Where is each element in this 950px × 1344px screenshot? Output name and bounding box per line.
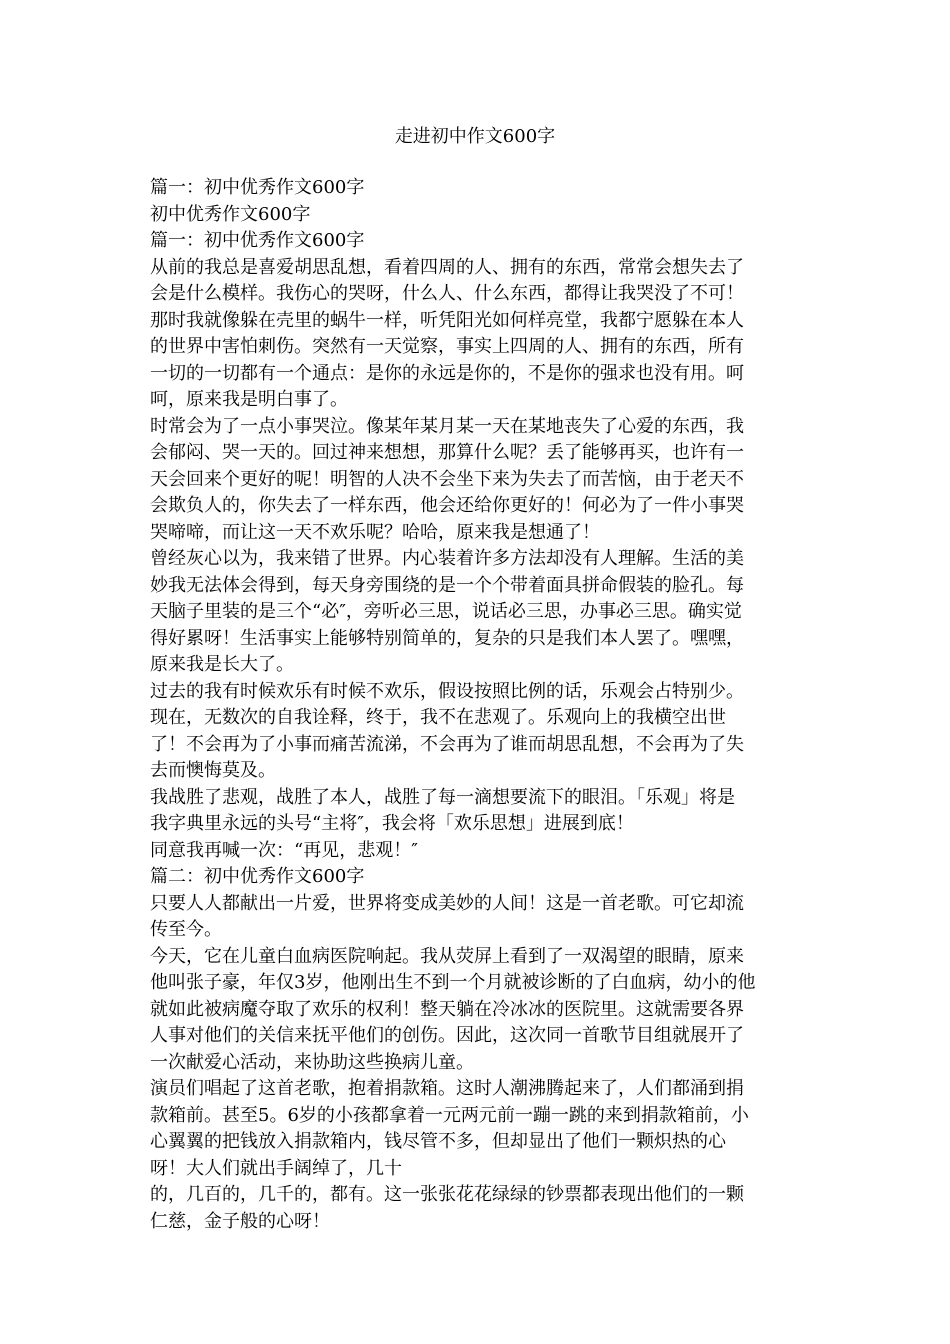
text-line: 呵，原来我是明白事了。 <box>150 389 348 410</box>
text-line: 会是什么模样。我伤心的哭呀，什么人、什么东西，都得让我哭没了不可！ <box>150 283 744 304</box>
text-line: 了！不会再为了小事而痛苦流涕，不会再为了谁而胡思乱想，不会再为了失 <box>150 733 744 755</box>
text-line: 那时我就像躲在壳里的蜗牛一样，听凭阳光如何样亮堂，我都宁愿躲在本人 <box>150 309 744 331</box>
text-line: 的世界中害怕刺伤。突然有一天觉察，事实上四周的人、拥有的东西，所有 <box>150 336 744 357</box>
document-title: 走进初中作文600字 <box>394 126 556 147</box>
text-line: 得好累呀！生活事实上能够特别简单的，复杂的只是我们本人罢了。嘿嘿， <box>150 627 744 649</box>
text-line: 仁慈，金子般的心呀！ <box>150 1210 330 1232</box>
text-line: 款箱前。甚至5。6岁的小孩都拿着一元两元前一蹦一跳的来到捐款箱前，小 <box>150 1104 749 1126</box>
text-line: 会欺负人的，你失去了一样东西，他会还给你更好的！何必为了一件小事哭 <box>150 495 744 516</box>
text-line: 去而懊悔莫及。 <box>150 760 276 781</box>
text-line: 篇二：初中优秀作文600字 <box>150 866 365 887</box>
text-line: 今天，它在儿童白血病医院响起。我从荧屏上看到了一双渴望的眼睛，原来 <box>150 945 744 967</box>
text-line: 心翼翼的把钱放入捐款箱内，钱尽管不多，但却显出了他们一颗炽热的心 <box>150 1131 726 1152</box>
text-line: 篇一：初中优秀作文600字 <box>150 230 365 251</box>
text-line: 只要人人都献出一片爱，世界将变成美妙的人间！这是一首老歌。可它却流 <box>150 892 744 914</box>
text-line: 我战胜了悲观，战胜了本人，战胜了每一滴想要流下的眼泪。「乐观」将是 <box>150 786 735 808</box>
text-line: 现在，无数次的自我诠释，终于，我不在悲观了。乐观向上的我横空出世 <box>150 707 726 728</box>
text-line: 一次献爱心活动，来协助这些换病儿童。 <box>150 1051 474 1073</box>
text-line: 一切的一切都有一个通点：是你的永远是你的，不是你的强求也没有用。呵 <box>150 362 744 384</box>
text-line: 从前的我总是喜爱胡思乱想，看着四周的人、拥有的东西，常常会想失去了 <box>150 256 744 278</box>
text-line: 原来我是长大了。 <box>150 654 294 675</box>
text-line: 传至今。 <box>150 919 222 940</box>
document-body <box>150 175 800 1235</box>
text-line: 天会回来个更好的呢！明智的人决不会坐下来为失去了而苦恼，由于老天不 <box>150 468 744 490</box>
text-line: 的，几百的，几千的，都有。这一张张花花绿绿的钞票都表现出他们的一颗 <box>150 1184 744 1205</box>
text-line: 就如此被病魔夺取了欢乐的权利！整天躺在冷冰冰的医院里。这就需要各界 <box>150 998 744 1020</box>
text-line: 哭啼啼，而让这一天不欢乐呢？哈哈，原来我是想通了！ <box>150 521 600 543</box>
text-line: 呀！大人们就出手阔绰了，几十 <box>150 1157 402 1179</box>
text-line: 初中优秀作文600字 <box>150 203 311 225</box>
text-line: 曾经灰心以为，我来错了世界。内心装着许多方法却没有人理解。生活的美 <box>150 548 744 569</box>
text-line: 演员们唱起了这首老歌，抱着捐款箱。这时人潮沸腾起来了，人们都涌到捐 <box>150 1078 744 1099</box>
text-line: 同意我再喊一次：“再见，悲观！″ <box>150 839 418 861</box>
text-line: 他叫张子豪，年仅3岁，他刚出生不到一个月就被诊断的了白血病，幼小的他 <box>150 972 756 993</box>
text-line: 妙我无法体会得到，每天身旁围绕的是一个个带着面具拼命假装的脸孔。每 <box>150 574 744 596</box>
text-line: 时常会为了一点小事哭泣。像某年某月某一天在某地丧失了心爱的东西，我 <box>150 415 744 437</box>
text-line: 人事对他们的关信来抚平他们的创伤。因此，这次同一首歌节目组就展开了 <box>150 1025 744 1046</box>
text-line: 我字典里永远的头号“主将″，我会将「欢乐思想」进展到底！ <box>150 813 634 834</box>
text-line: 会郁闷、哭一天的。回过神来想想，那算什么呢？丢了能够再买，也许有一 <box>150 442 744 463</box>
text-line: 天脑子里装的是三个“必″，旁听必三思，说话必三思，办事必三思。确实觉 <box>150 601 742 622</box>
text-line: 篇一：初中优秀作文600字 <box>150 177 365 198</box>
text-line: 过去的我有时候欢乐有时候不欢乐，假设按照比例的话，乐观会占特别少。 <box>150 680 744 702</box>
